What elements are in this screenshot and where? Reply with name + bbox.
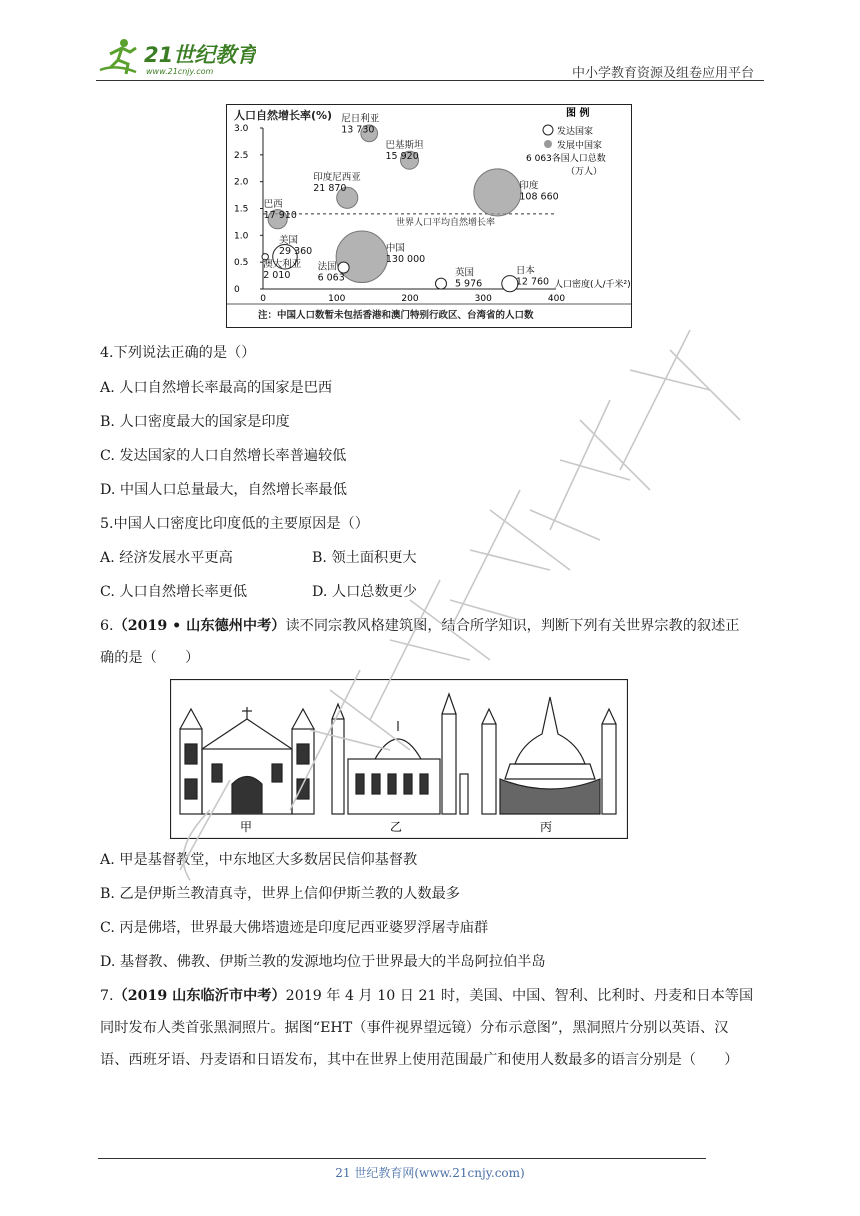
y-tick-label: 0.5 — [234, 258, 249, 269]
q7-number: 7. — [100, 988, 114, 1004]
legend-developing: 发展中国家 — [557, 141, 603, 151]
point-pop-label: 108 660 — [519, 191, 559, 203]
footer-divider — [98, 1158, 706, 1159]
q5-row2 — [100, 582, 764, 602]
q5-stem: 5.中国人口密度比印度低的主要原因是（） — [100, 516, 369, 532]
legend-title: 图 例 — [566, 108, 590, 119]
q5-option-b[interactable]: B. 领土面积更大 — [312, 550, 417, 566]
logo-text: 21世纪教育 — [144, 43, 256, 67]
x-tick-label: 0 — [260, 294, 267, 304]
population-chart — [226, 104, 632, 328]
q7-source: （2019 山东临沂市中考） — [113, 988, 286, 1004]
legend-unit: （万人） — [566, 167, 603, 177]
legend-developed: 发达国家 — [557, 127, 594, 137]
chart-xlabel: 人口密度(人/千米²) — [554, 280, 631, 290]
point-name-label: 尼日利亚 — [341, 113, 380, 125]
point-name-label: 澳大利亚 — [263, 258, 302, 270]
figure-label-yi: 乙 — [390, 820, 403, 834]
footer-site-link[interactable]: 21 世纪教育网(www.21cnjy.com) — [335, 1166, 525, 1180]
point-name-label: 巴西 — [263, 199, 283, 211]
point-name-label: 印度尼西亚 — [313, 171, 361, 183]
header-platform-text: 中小学教育资源及组卷应用平台 — [571, 66, 754, 81]
q4-option-b[interactable]: B. 人口密度最大的国家是印度 — [100, 414, 290, 430]
q5-row1 — [100, 548, 764, 568]
q6-option-a[interactable]: A. 甲是基督教堂，中东地区大多数居民信仰基督教 — [100, 852, 418, 868]
figure-label-jia: 甲 — [240, 820, 253, 834]
q7-line1 — [100, 986, 764, 1006]
q6-stem-line1: 读不同宗教风格建筑图，结合所学知识，判断下列有关世界宗教的叙述正 — [285, 618, 740, 634]
figure-label-bing: 丙 — [540, 820, 553, 834]
q5-option-c[interactable]: C. 人口自然增长率更低 — [100, 584, 248, 600]
runner-icon — [100, 39, 136, 74]
point-pop-label: 6 063 — [317, 272, 345, 284]
x-tick-label: 200 — [401, 294, 419, 304]
point-pop-label: 130 000 — [385, 253, 426, 265]
q6-source: （2019 • 山东德州中考） — [113, 618, 286, 634]
point-name-label: 中国 — [385, 242, 405, 254]
point-pop-label: 21 870 — [313, 182, 347, 194]
logo-url: www.21cnjy.com — [146, 67, 214, 76]
q6-option-b[interactable]: B. 乙是伊斯兰教清真寺，世界上信仰伊斯兰教的人数最多 — [100, 886, 460, 902]
q4-option-c[interactable]: C. 发达国家的人口自然增长率普遍较低 — [100, 448, 347, 464]
point-name-label: 美国 — [278, 234, 298, 246]
q4-stem: 4.下列说法正确的是（） — [100, 345, 256, 361]
y-tick-label: 2.0 — [234, 177, 249, 188]
q7-line2: 同时发布人类首张黑洞照片。据图“EHT（事件视界望远镜）分布示意图”，黑洞照片分别以英语、汉 — [100, 1020, 729, 1036]
chart-ylabel: 人口自然增长率(%) — [234, 109, 333, 122]
x-tick-label: 400 — [547, 294, 566, 304]
religious-buildings-figure — [170, 679, 628, 839]
point-pop-label: 12 760 — [515, 276, 550, 288]
point-developed — [435, 278, 446, 289]
point-developed — [338, 262, 349, 273]
point-developing — [474, 169, 521, 216]
y-tick-label: 3.0 — [234, 124, 249, 134]
y-tick-label: 0 — [234, 285, 240, 295]
point-pop-label: 29 360 — [278, 245, 313, 257]
point-name-label: 印度 — [519, 180, 539, 192]
point-name-label: 法国 — [317, 261, 337, 273]
q4-option-d[interactable]: D. 中国人口总量最大，自然增长率最低 — [100, 482, 347, 498]
x-tick-label: 100 — [328, 294, 346, 304]
legend-developing-icon — [544, 140, 552, 148]
header-divider — [96, 80, 764, 81]
point-pop-label: 15 920 — [385, 151, 419, 163]
world-average-label: 世界人口平均自然增长率 — [396, 217, 496, 228]
q4-option-a[interactable]: A. 人口自然增长率最高的国家是巴西 — [100, 380, 333, 396]
q6-stem-line2: 确的是（ ） — [100, 650, 200, 666]
point-pop-label: 2 010 — [263, 269, 291, 281]
y-tick-label: 2.5 — [234, 150, 249, 161]
y-tick-label: 1.5 — [234, 204, 249, 215]
q6-option-d[interactable]: D. 基督教、佛教、伊斯兰教的发源地均位于世界最大的半岛阿拉伯半岛 — [100, 954, 546, 970]
x-tick-label: 300 — [474, 294, 492, 304]
q6-option-c[interactable]: C. 丙是佛塔，世界最大佛塔遗迹是印度尼西亚婆罗浮屠寺庙群 — [100, 920, 489, 936]
legend-pop: 6 063各国人口总数 — [526, 154, 606, 164]
point-name-label: 英国 — [454, 267, 475, 279]
point-name-label: 巴基斯坦 — [385, 140, 424, 152]
point-pop-label: 5 976 — [454, 278, 483, 290]
chart-note: 注：中国人口数暂未包括香港和澳门特别行政区、台湾省的人口数 — [258, 310, 534, 321]
q5-option-a[interactable]: A. 经济发展水平更高 — [100, 550, 233, 566]
point-pop-label: 13 730 — [341, 124, 375, 136]
point-pop-label: 17 910 — [263, 210, 297, 222]
q5-option-d[interactable]: D. 人口总数更少 — [312, 584, 418, 600]
q7-line1-text: 2019 年 4 月 10 日 21 时，美国、中国、智利、比利时、丹麦和日本等国 — [285, 988, 754, 1004]
q6-stem: 6.（2019 • 山东德州中考）读不同宗教风格建筑图，结合所学知识，判断下列有关世界宗教的叙述正 — [100, 618, 740, 634]
legend-developed-icon — [543, 125, 553, 135]
site-logo — [96, 36, 256, 80]
y-tick-label: 1.0 — [234, 231, 249, 242]
q7-line3: 语、西班牙语、丹麦语和日语发布，其中在世界上使用范围最广和使用人数最多的语言分别是（ ） — [100, 1052, 739, 1068]
point-name-label: 日本 — [515, 265, 535, 277]
